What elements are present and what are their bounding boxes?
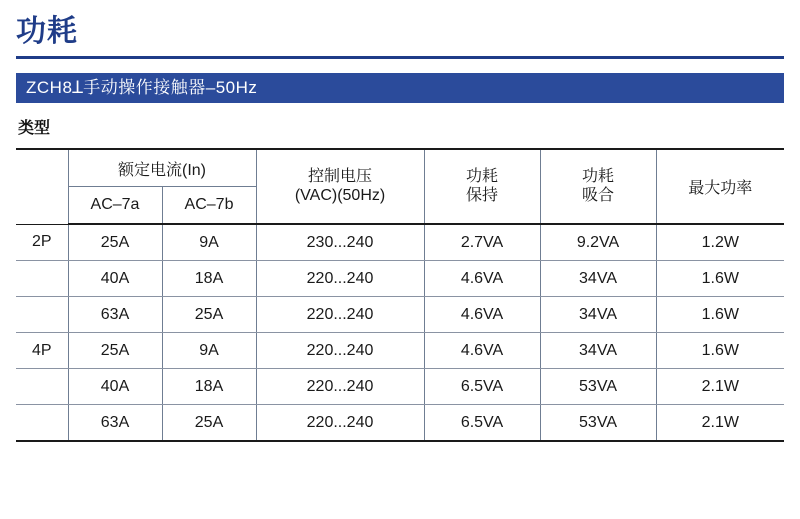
cell-ac7b: 25A [162,297,256,333]
cell-max-power: 1.6W [656,333,784,369]
cell-control-voltage: 220...240 [256,333,424,369]
table-row [16,297,784,333]
cell-power-pickup: 34VA [540,261,656,297]
cell-power-pickup: 53VA [540,405,656,442]
header-control-voltage-line1: 控制电压 [308,168,373,186]
cell-ac7a: 25A [68,224,162,261]
header-max-power: 最大功率 [656,149,784,224]
table-row [16,224,784,261]
header-rated-current: 额定电流(In) [68,149,256,187]
cell-type [16,405,68,442]
cell-control-voltage: 220...240 [256,261,424,297]
header-control-voltage [256,149,424,224]
cell-max-power: 1.2W [656,224,784,261]
cell-power-hold: 2.7VA [424,224,540,261]
cell-type: 4P [16,333,68,369]
table-row [16,261,784,297]
cell-ac7b: 9A [162,333,256,369]
table-row [16,369,784,405]
cell-power-pickup: 53VA [540,369,656,405]
header-power-hold-line1: 功耗 [466,168,499,186]
cell-power-pickup: 34VA [540,333,656,369]
cell-type: 2P [16,224,68,261]
cell-ac7a: 25A [68,333,162,369]
cell-ac7b: 18A [162,369,256,405]
header-power-pickup [540,149,656,224]
header-type-col [16,149,68,224]
cell-ac7a: 63A [68,297,162,333]
cell-ac7a: 63A [68,405,162,442]
cell-control-voltage: 220...240 [256,297,424,333]
cell-max-power: 2.1W [656,369,784,405]
cell-power-hold: 4.6VA [424,333,540,369]
header-ac7a: AC–7a [68,187,162,225]
cell-control-voltage: 220...240 [256,369,424,405]
header-control-voltage-line2: (VAC)(50Hz) [294,186,386,204]
cell-type [16,369,68,405]
cell-power-hold: 6.5VA [424,405,540,442]
header-power-pickup-line1: 功耗 [582,168,615,186]
cell-ac7b: 18A [162,261,256,297]
header-power-hold-line2: 保持 [466,186,499,204]
cell-power-hold: 4.6VA [424,297,540,333]
cell-power-hold: 4.6VA [424,261,540,297]
header-power-hold [424,149,540,224]
cell-ac7b: 25A [162,405,256,442]
cell-ac7a: 40A [68,261,162,297]
cell-ac7a: 40A [68,369,162,405]
cell-ac7b: 9A [162,224,256,261]
cell-max-power: 1.6W [656,297,784,333]
header-ac7b: AC–7b [162,187,256,225]
cell-max-power: 1.6W [656,261,784,297]
cell-power-hold: 6.5VA [424,369,540,405]
title-divider [16,56,784,59]
table-row [16,333,784,369]
cell-max-power: 2.1W [656,405,784,442]
cell-power-pickup: 34VA [540,297,656,333]
power-consumption-table [16,148,784,442]
cell-control-voltage: 220...240 [256,405,424,442]
cell-type [16,261,68,297]
cell-type [16,297,68,333]
header-power-pickup-line2: 吸合 [582,186,615,204]
section-band: ZCH8ꓕ手动操作接触器–50Hz [16,73,784,103]
cell-control-voltage: 230...240 [256,224,424,261]
page-title: 功耗 [16,15,78,48]
table-header-row-top [16,149,784,187]
cell-power-pickup: 9.2VA [540,224,656,261]
table-subheading: 类型 [18,120,51,137]
table-row [16,405,784,442]
